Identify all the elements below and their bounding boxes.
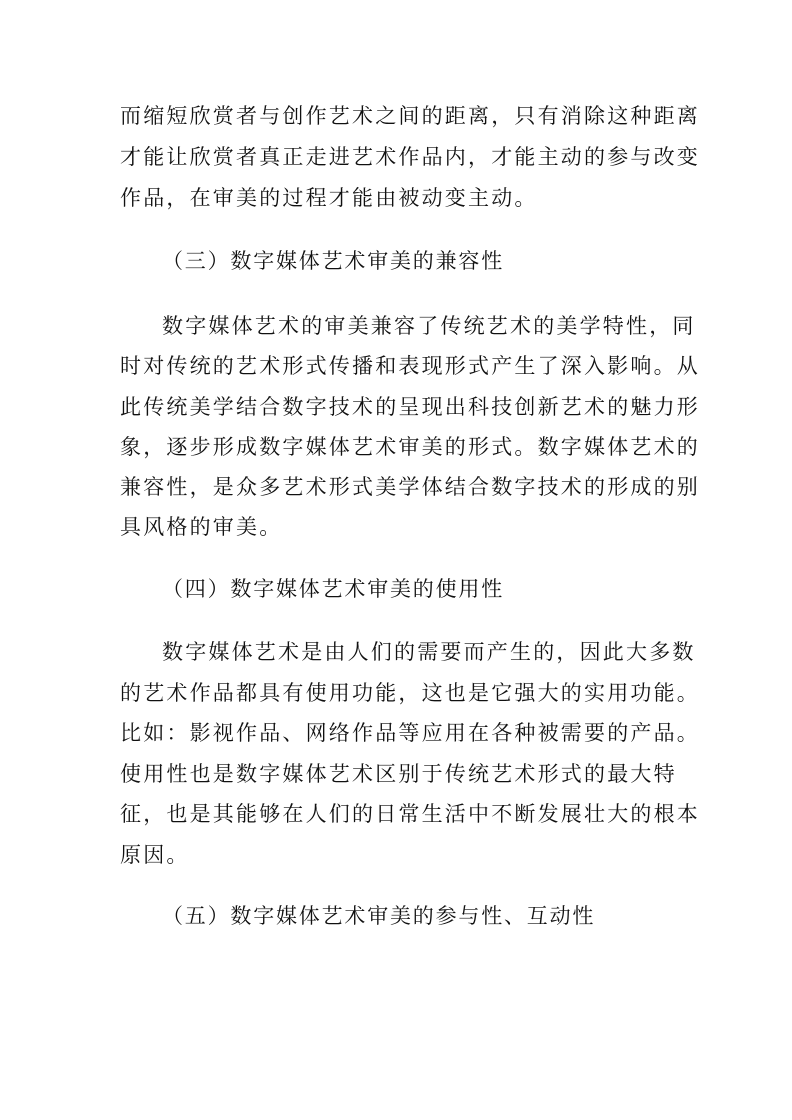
paragraph-line: 使用性也是数字媒体艺术区别于传统艺术形式的最大特 (120, 762, 677, 786)
paragraph-line: 此传统美学结合数字技术的呈现出科技创新艺术的魅力形 (120, 395, 700, 419)
paragraph-line: 数字媒体艺术是由人们的需要而产生的，因此大多数 (162, 640, 696, 664)
paragraph-line: 征，也是其能够在人们的日常生活中不断发展壮大的根本 (120, 802, 700, 826)
paragraph-line: 比如：影视作品、网络作品等应用在各种被需要的产品。 (120, 721, 700, 745)
paragraph-line: 具风格的审美。 (120, 515, 283, 539)
paragraph-line: 而缩短欣赏者与创作艺术之间的距离，只有消除这种距离 (120, 104, 700, 128)
section-heading-4: （四）数字媒体艺术审美的使用性 (162, 577, 504, 601)
section-heading-5: （五）数字媒体艺术审美的参与性、互动性 (162, 904, 596, 928)
paragraph-line: 原因。 (120, 843, 190, 867)
paragraph-line: 作品，在审美的过程才能由被动变主动。 (120, 186, 538, 210)
paragraph-line: 的艺术作品都具有使用功能，这也是它强大的实用功能。 (120, 681, 700, 705)
paragraph-line: 象，逐步形成数字媒体艺术审美的形式。数字媒体艺术的 (120, 435, 700, 459)
paragraph-line: 时对传统的艺术形式传播和表现形式产生了深入影响。从 (120, 354, 700, 378)
paragraph-line: 数字媒体艺术的审美兼容了传统艺术的美学特性，同 (162, 314, 696, 338)
paragraph-line: 才能让欣赏者真正走进艺术作品内，才能主动的参与改变 (120, 145, 700, 169)
paragraph-line: 兼容性，是众多艺术形式美学体结合数字技术的形成的别 (120, 475, 700, 499)
section-heading-3: （三）数字媒体艺术审美的兼容性 (162, 249, 504, 273)
